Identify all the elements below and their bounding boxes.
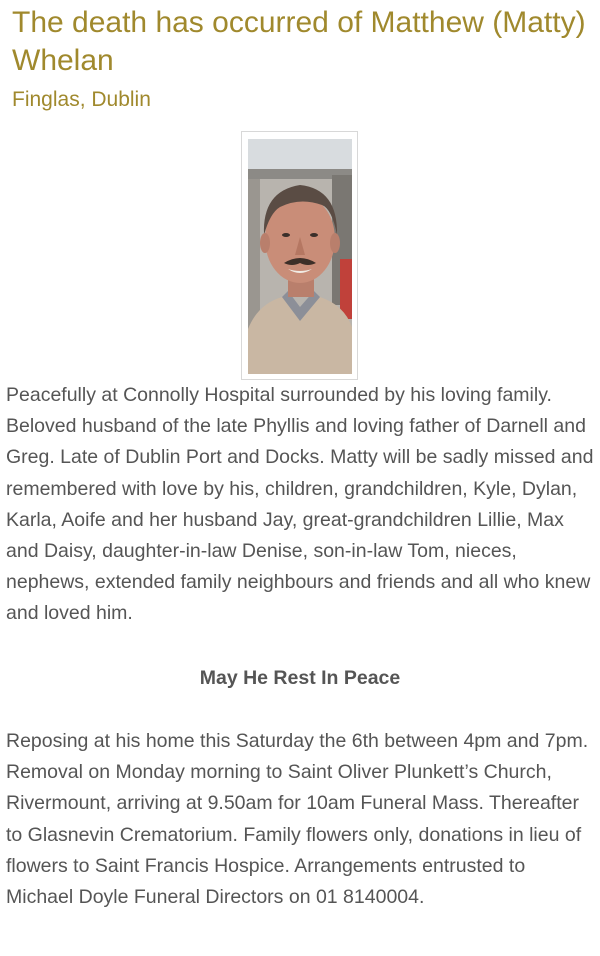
portrait-frame bbox=[241, 131, 358, 380]
notice-title: The death has occurred of Matthew (Matty) Whelan bbox=[12, 6, 586, 77]
portrait-photo bbox=[248, 139, 352, 374]
notice-paragraph-arrangements: Reposing at his home this Saturday the 6th between 4pm and 7pm. Removal on Monday morning to Saint Oliver Plunkett’s Church, Rivermount, arriving at 9.50am for 10am Funeral Mass. Thereafter to Glasnevin Crematorium. Family flowers only, donations in lieu of flowers to Saint Francis Hospice. Arrangements entrusted to Michael Doyle Funeral Directors on 01 8140004. bbox=[6, 730, 589, 909]
notice-paragraph-main: Peacefully at Connolly Hospital surrounded by his loving family. Beloved husband of the late Phyllis and loving father of Darnell and Greg. Late of Dublin Port and Docks. Matty will be sadly missed and remembered with love by his, children, grandchildren, Kyle, Dylan, Karla, Aoife and her husband Jay, great-grandchildren Lillie, Max and Daisy, daughter-in-law Denise, son-in-law Tom, nieces, nephews, extended family neighbours and friends and all who knew and loved him. bbox=[6, 384, 594, 625]
notice-blessing: May He Rest In Peace bbox=[199, 667, 401, 689]
notice-location: Finglas, Dublin bbox=[12, 88, 151, 111]
